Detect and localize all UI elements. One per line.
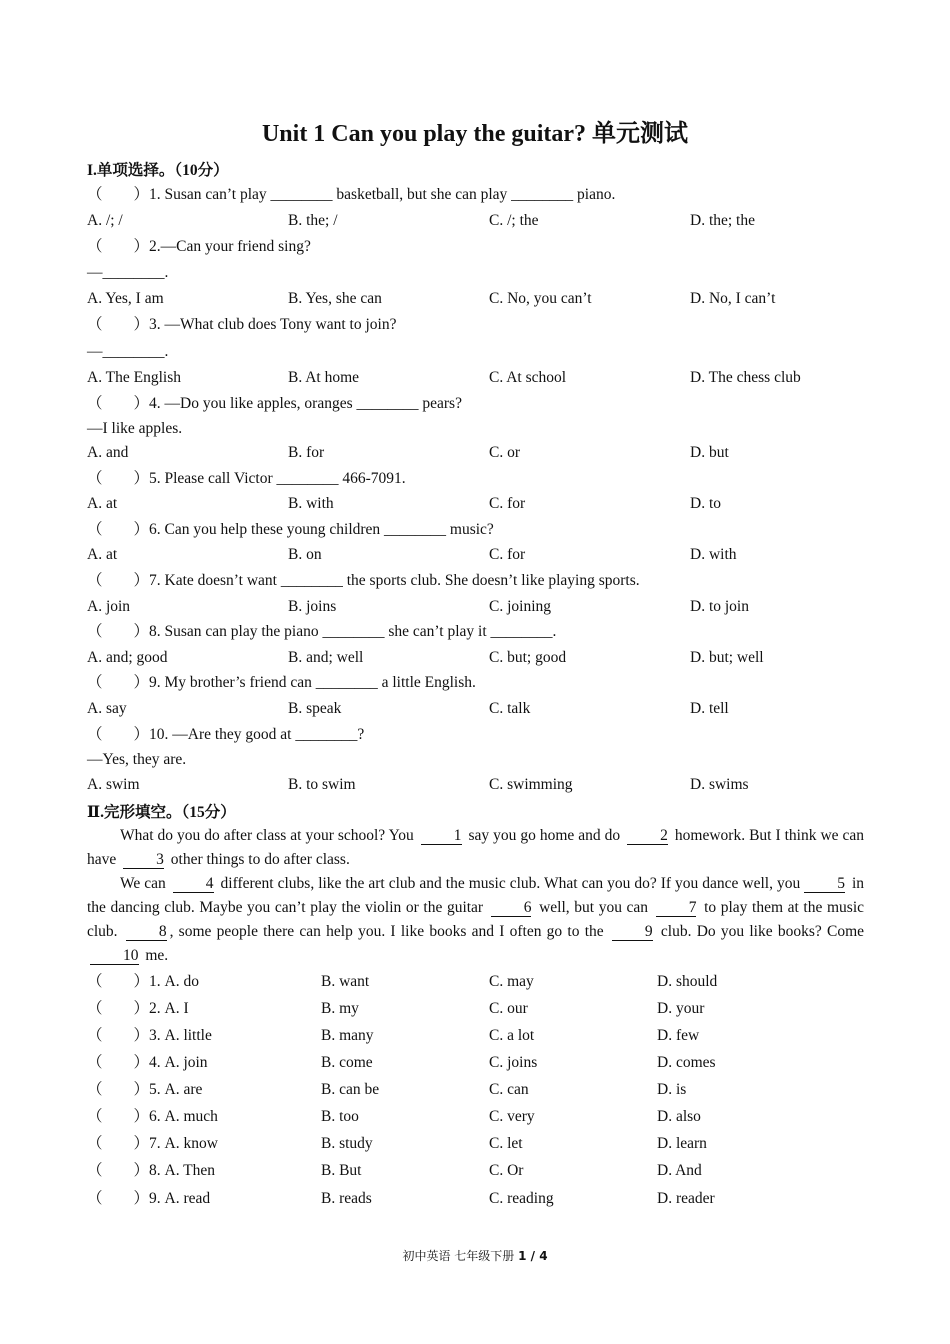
option-a: A. at (87, 495, 118, 512)
option-b: B. for (288, 444, 325, 461)
question-8-options (0, 648, 950, 668)
option-d: D. your (657, 1000, 705, 1017)
option-b: B. too (321, 1108, 359, 1125)
option-c: C. our (489, 1000, 528, 1017)
option-a: A. and; good (87, 649, 168, 666)
option-b: B. But (321, 1162, 362, 1179)
page-footer (0, 1247, 950, 1264)
option-c: C. joining (489, 598, 552, 615)
option-d: D. with (690, 546, 737, 563)
option-a: A. join (87, 598, 131, 615)
option-b: B. on (288, 546, 322, 563)
option-d: D. And (657, 1162, 702, 1179)
option-d: D. few (657, 1027, 700, 1044)
item-stem: （ ）9. A. read (87, 1190, 211, 1207)
cloze-blank-7: 7 (656, 899, 697, 917)
option-c: C. reading (489, 1190, 554, 1207)
option-c: C. may (489, 973, 534, 990)
option-d: D. to join (690, 598, 749, 615)
cloze-blank-2: 2 (627, 827, 668, 845)
option-c: C. At school (489, 369, 567, 386)
option-c: C. or (489, 444, 520, 461)
item-stem: （ ）5. A. are (87, 1081, 203, 1098)
option-a: A. say (87, 700, 127, 717)
option-b: B. can be (321, 1081, 380, 1098)
option-d: D. also (657, 1108, 701, 1125)
cloze-text: me. (145, 947, 169, 964)
option-c: C. but; good (489, 649, 567, 666)
cloze-blank-5: 5 (804, 875, 845, 893)
question-4-options (0, 443, 950, 463)
item-stem: （ ）7. A. know (87, 1135, 218, 1152)
option-b: B. come (321, 1054, 373, 1071)
question-6-options (0, 545, 950, 565)
item-stem: （ ）4. A. join (87, 1054, 208, 1071)
option-a: A. swim (87, 776, 140, 793)
option-d: D. tell (690, 700, 729, 717)
cloze-item-5 (0, 1080, 950, 1100)
question-5: （ ）5. Please call Victor ________ 466-7091. (87, 470, 406, 487)
option-a: A. Yes, I am (87, 290, 164, 307)
cloze-paragraph-1 (87, 824, 864, 872)
cloze-blank-8: 8 (126, 923, 167, 941)
option-b: B. At home (288, 369, 360, 386)
cloze-blank-6: 6 (491, 899, 532, 917)
option-c: C. swimming (489, 776, 573, 793)
option-b: B. my (321, 1000, 359, 1017)
option-b: B. speak (288, 700, 342, 717)
question-2: （ ）2.—Can your friend sing? (87, 238, 311, 255)
option-d: D. comes (657, 1054, 716, 1071)
cloze-blank-10: 10 (90, 947, 139, 965)
cloze-blank-9: 9 (612, 923, 653, 941)
question-9: （ ）9. My brother’s friend can ________ a little English. (87, 674, 476, 691)
item-stem: （ ）6. A. much (87, 1108, 218, 1125)
cloze-blank-4: 4 (173, 875, 214, 893)
option-d: D. should (657, 973, 718, 990)
option-c: C. /; the (489, 212, 539, 229)
section1-heading: I.单项选择。（10分） (87, 162, 229, 179)
option-c: C. for (489, 495, 526, 512)
cloze-blank-3: 3 (123, 851, 164, 869)
option-d: D. is (657, 1081, 687, 1098)
cloze-item-3 (0, 1026, 950, 1046)
question-2-answer-line: —________. (87, 264, 169, 281)
question-4: （ ）4. —Do you like apples, oranges ________ pears? (87, 395, 462, 412)
cloze-text: homework. But I think we can have (87, 827, 865, 868)
option-b: B. study (321, 1135, 373, 1152)
question-5-options (0, 494, 950, 514)
question-2-options (0, 289, 950, 309)
item-stem: （ ）1. A. do (87, 973, 199, 990)
option-c: C. a lot (489, 1027, 535, 1044)
cloze-text: well, but you can (539, 899, 649, 916)
question-10-options (0, 775, 950, 795)
option-c: C. No, you can’t (489, 290, 592, 307)
option-d: D. No, I can’t (690, 290, 776, 307)
question-3-options (0, 368, 950, 388)
option-c: C. Or (489, 1162, 524, 1179)
question-8: （ ）8. Susan can play the piano ________ she can’t play it ________. (87, 623, 557, 640)
question-7-options (0, 597, 950, 617)
question-3: （ ）3. —What club does Tony want to join? (87, 316, 397, 333)
cloze-text: different clubs, like the art club and the music club. What can you do? If you dance well, you (220, 875, 801, 892)
option-d: D. to (690, 495, 721, 512)
question-3-answer-line: —________. (87, 343, 169, 360)
cloze-item-1 (0, 972, 950, 992)
option-a: A. and (87, 444, 129, 461)
option-c: C. can (489, 1081, 529, 1098)
cloze-item-6 (0, 1107, 950, 1127)
cloze-item-9 (0, 1189, 950, 1209)
question-4-answer-line: —I like apples. (87, 420, 183, 437)
option-b: B. want (321, 973, 370, 990)
option-c: C. let (489, 1135, 523, 1152)
option-b: B. and; well (288, 649, 364, 666)
option-b: B. reads (321, 1190, 372, 1207)
option-a: A. The English (87, 369, 181, 386)
cloze-text: other things to do after class. (170, 851, 350, 868)
item-stem: （ ）8. A. Then (87, 1162, 216, 1179)
option-c: C. very (489, 1108, 535, 1125)
option-a: A. at (87, 546, 118, 563)
question-10: （ ）10. —Are they good at ________? (87, 726, 365, 743)
item-stem: （ ）2. A. I (87, 1000, 189, 1017)
page-number: 1 / 4 (518, 1249, 548, 1263)
option-b: B. the; / (288, 212, 338, 229)
option-c: C. for (489, 546, 526, 563)
cloze-text: to play them at the music club. (87, 899, 865, 940)
cloze-item-2 (0, 999, 950, 1019)
question-1-options (0, 211, 950, 231)
question-10-answer-line: —Yes, they are. (87, 751, 187, 768)
question-1: （ ）1. Susan can’t play ________ basketball, but she can play ________ piano. (87, 186, 616, 203)
cloze-item-8 (0, 1161, 950, 1181)
footer-label: 初中英语 七年级下册 (402, 1249, 515, 1263)
option-b: B. Yes, she can (288, 290, 382, 307)
option-d: D. but (690, 444, 729, 461)
cloze-item-4 (0, 1053, 950, 1073)
option-c: C. joins (489, 1054, 538, 1071)
option-b: B. joins (288, 598, 337, 615)
cloze-blank-1: 1 (421, 827, 462, 845)
option-b: B. with (288, 495, 334, 512)
cloze-paragraph-2 (87, 872, 864, 968)
option-d: D. The chess club (690, 369, 801, 386)
section2-heading: Ⅱ.完形填空。（15分） (87, 804, 236, 821)
option-a: A. /; / (87, 212, 123, 229)
option-d: D. but; well (690, 649, 764, 666)
cloze-text: club. Do you like books? Come (660, 923, 865, 940)
cloze-text: say you go home and do (468, 827, 621, 844)
cloze-text: What do you do after class at your school? You (120, 827, 414, 844)
cloze-item-7 (0, 1134, 950, 1154)
question-7: （ ）7. Kate doesn’t want ________ the sports club. She doesn’t like playing sports. (87, 572, 640, 589)
question-9-options (0, 699, 950, 719)
cloze-text: We can (120, 875, 166, 892)
option-b: B. to swim (288, 776, 356, 793)
question-6: （ ）6. Can you help these young children ________ music? (87, 521, 494, 538)
option-d: D. learn (657, 1135, 707, 1152)
option-c: C. talk (489, 700, 531, 717)
cloze-text: , some people there can help you. I like books and I often go to the (169, 923, 604, 940)
item-stem: （ ）3. A. little (87, 1027, 212, 1044)
option-d: D. the; the (690, 212, 755, 229)
option-d: D. swims (690, 776, 749, 793)
option-b: B. many (321, 1027, 374, 1044)
cloze-text: in the dancing club. Maybe you can’t play the violin or the guitar (87, 875, 865, 916)
option-d: D. reader (657, 1190, 715, 1207)
page-title: Unit 1 Can you play the guitar? 单元测试 (261, 121, 689, 147)
